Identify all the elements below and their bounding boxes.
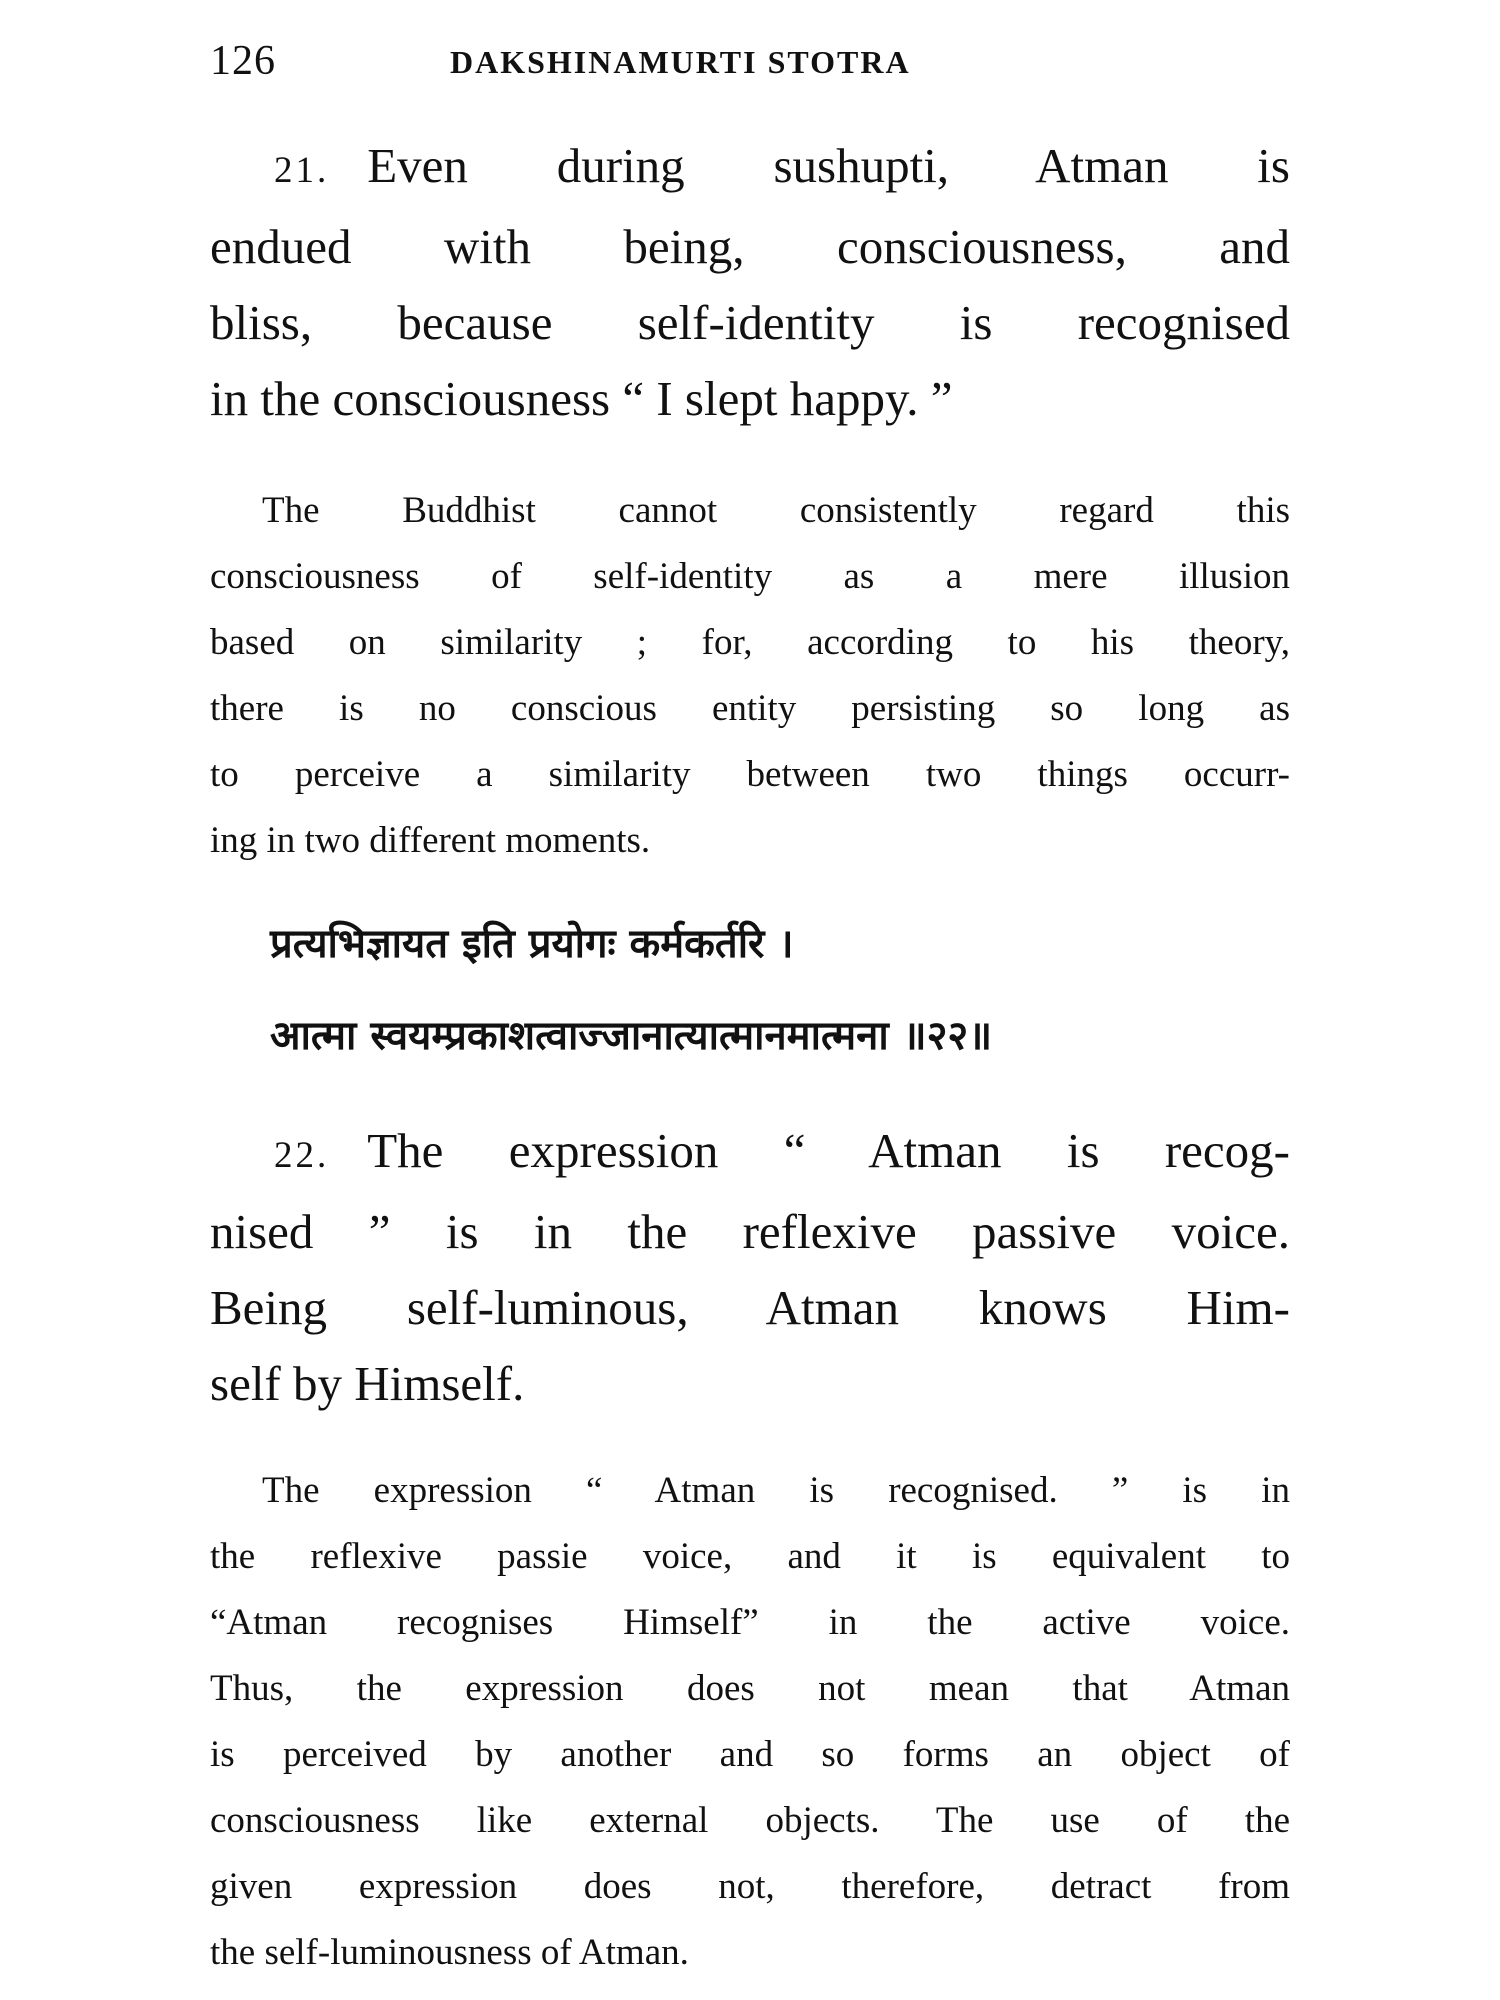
sanskrit-line: प्रत्यभिज्ञायत इति प्रयोगः कर्मकर्तरि ।: [270, 921, 794, 967]
commentary-line: given expression does not, therefore, detract from: [210, 1866, 1290, 1907]
book-page: [210, 28, 1290, 1978]
verse-line: bliss, because self-identity is recognised: [210, 295, 1290, 350]
verse-text: Even during sushupti, Atman is: [367, 138, 1290, 193]
commentary-line: to perceive a similarity between two things occurr-: [210, 754, 1290, 795]
commentary-line: based on similarity ; for, according to his theory,: [210, 622, 1290, 663]
commentary-line: The Buddhist cannot consistently regard this: [262, 490, 1290, 531]
running-head: [210, 28, 1290, 98]
commentary-line: The expression “ Atman is recognised. ” is in: [262, 1470, 1290, 1511]
verse-line: self by Himself.: [210, 1356, 525, 1411]
verse-21: [210, 128, 1290, 437]
verse-line: endued with being, consciousness, and: [210, 219, 1290, 274]
sanskrit-verse: [270, 898, 1290, 1082]
commentary-22: [210, 1458, 1290, 1986]
commentary-line: consciousness of self-identity as a mere illusion: [210, 556, 1290, 597]
commentary-line: the self-luminousness of Atman.: [210, 1932, 689, 1973]
commentary-line: Thus, the expression does not mean that Atman: [210, 1668, 1290, 1709]
verse-line: Being self-luminous, Atman knows Him-: [210, 1280, 1290, 1335]
commentary-line: “Atman recognises Himself” in the active voice.: [210, 1602, 1290, 1643]
verse-number: 22.: [274, 1135, 330, 1176]
verse-number: 21.: [274, 150, 330, 191]
verse-text: The expression “ Atman is recog-: [367, 1123, 1290, 1178]
page-number: 126: [210, 38, 276, 84]
verse-line: nised ” is in the reflexive passive voice.: [210, 1204, 1290, 1259]
verse-line: [210, 1113, 1290, 1194]
commentary-line: ing in two different moments.: [210, 820, 651, 861]
commentary-line: the reflexive passie voice, and it is equivalent to: [210, 1536, 1290, 1577]
verse-line: in the consciousness “ I slept happy. ”: [210, 371, 953, 426]
commentary-21: [210, 478, 1290, 874]
commentary-line: is perceived by another and so forms an object of: [210, 1734, 1290, 1775]
commentary-line: consciousness like external objects. The use of the: [210, 1800, 1290, 1841]
sanskrit-line: आत्मा स्वयम्प्रकाशत्वाज्जानात्यात्मानमात्मना ॥२२॥: [270, 1013, 993, 1059]
verse-22: [210, 1113, 1290, 1422]
commentary-line: there is no conscious entity persisting so long as: [210, 688, 1290, 729]
running-title: DAKSHINAMURTI STOTRA: [450, 44, 911, 80]
verse-line: [210, 128, 1290, 209]
